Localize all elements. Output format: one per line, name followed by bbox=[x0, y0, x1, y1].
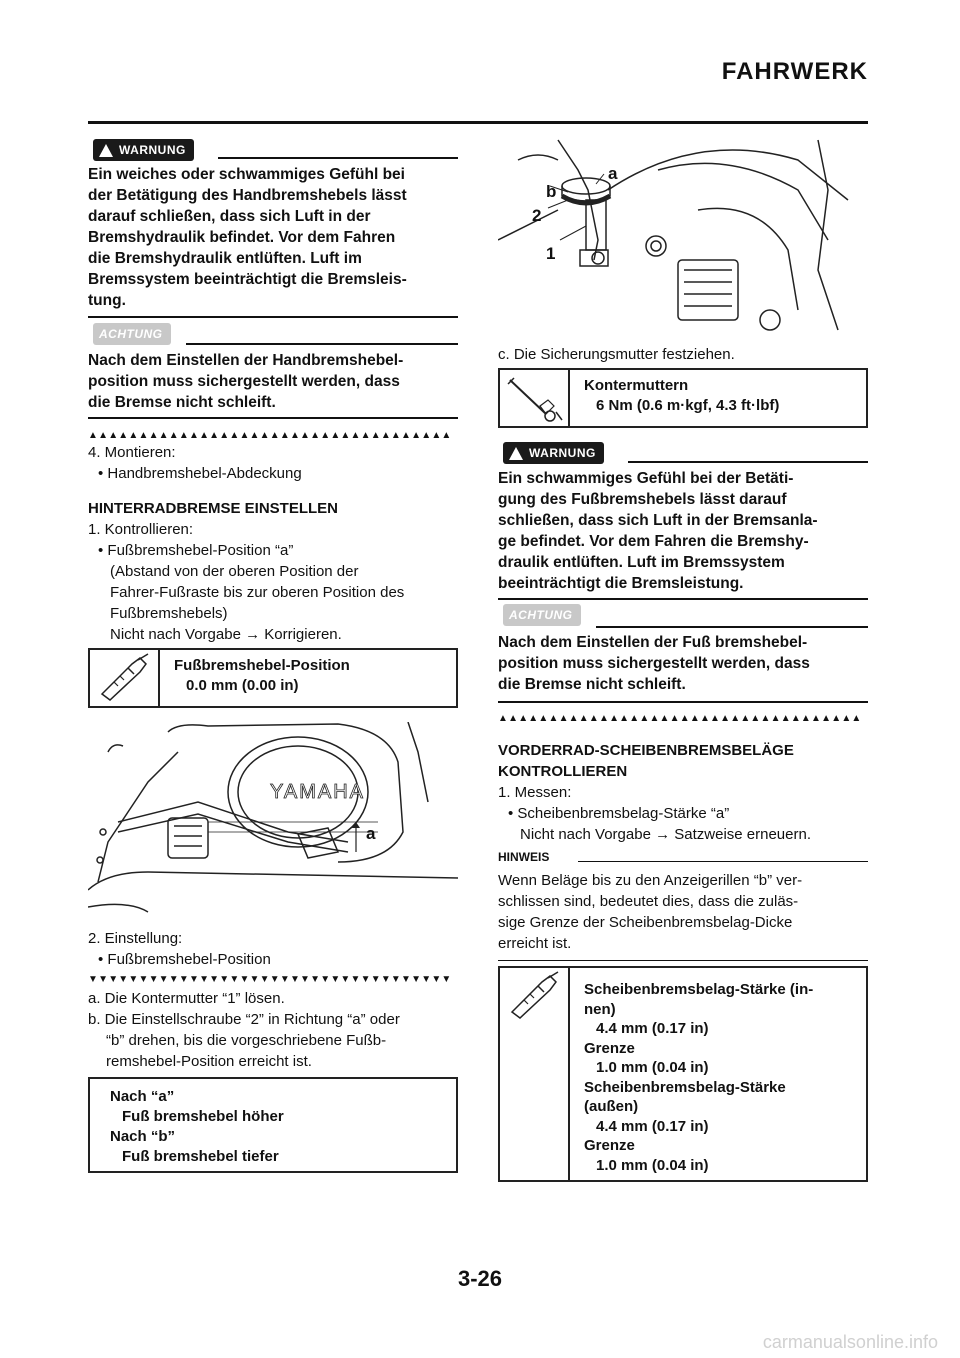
warning-text-2: Ein schwammiges Gefühl bei der Betäti- gung des Fußbremshebels lässt darauf schließen, dass sich Luft in der Bremsanla- ge befindet. Vor dem Fahren die Bremshy- draulik entlüften. Luft im Bremssystem beeinträchtigt die Bremsleistung. bbox=[498, 470, 818, 592]
warning-label-rule-2 bbox=[628, 461, 868, 463]
direction-info-box bbox=[88, 1077, 458, 1173]
callout-b-fig2: b bbox=[546, 182, 557, 201]
substeps: a. Die Kontermutter “1” lösen. b. Die Einstellschraube “2” in Richtung “a” oder “b” drehen, bis die vorgeschriebene Fußb- remshebel-Position erreicht ist. bbox=[88, 990, 400, 1070]
callout-2-fig2: 2 bbox=[532, 206, 542, 225]
hinweis-rule bbox=[578, 861, 868, 862]
warning-end-rule-2 bbox=[498, 598, 868, 600]
wrench-caliper-icon bbox=[90, 650, 160, 706]
torque-spec-content: Kontermuttern 6 Nm (0.6 m·kgf, 4.3 ft·lbf) bbox=[584, 377, 780, 414]
warning-label: WARNUNG bbox=[93, 140, 194, 160]
torque-wrench-icon bbox=[500, 370, 570, 426]
hinweis-text: Wenn Beläge bis zu den Anzeigerillen “b” ver- schlissen sind, bedeutet dies, dass die zuläs- sige Grenze der Scheibenbremsbelag-Dicke erreicht ist. bbox=[498, 872, 803, 952]
page-header-title: FAHRWERK bbox=[721, 58, 868, 85]
spec-box-pedal-position bbox=[88, 648, 458, 708]
caution-label: ACHTUNG bbox=[93, 324, 171, 344]
caution-text: Nach dem Einstellen der Handbremshebel- position muss sichergestellt werden, dass die Bremse nicht schleift. bbox=[88, 352, 404, 411]
hinweis-end-rule bbox=[498, 960, 868, 961]
warning-text: Ein weiches oder schwammiges Gefühl bei der Betätigung des Handbremshebels lässt darauf schließen, dass sich Luft in der Bremshydraulik befindet. Vor dem Fahren die Bremshydraulik entlüften. Luft im Bremssystem beeinträchtigt die Bremsleis- tung. bbox=[88, 166, 407, 309]
step-1-measure: 1. Messen: • Scheibenbremsbelag-Stärke “a” Nicht nach Vorgabe → Satzweise erneuern. bbox=[498, 784, 811, 843]
callout-1-fig2: 1 bbox=[546, 244, 556, 263]
step-2: 2. Einstellung: • Fußbremshebel-Position bbox=[88, 930, 271, 968]
triangle-separator-down: ▼▼▼▼▼▼▼▼▼▼▼▼▼▼▼▼▼▼▼▼▼▼▼▼▼▼▼▼▼▼▼▼▼▼▼▼ bbox=[88, 974, 452, 985]
wrench-caliper-icon bbox=[500, 968, 570, 1180]
caution-text-2: Nach dem Einstellen der Fuß bremshebel- position muss sichergestellt werden, dass die Bremse nicht schleift. bbox=[498, 634, 810, 693]
caution-label-rule-2 bbox=[596, 626, 868, 628]
caution-end-rule bbox=[88, 417, 458, 419]
spec-content: Fußbremshebel-Position 0.0 mm (0.00 in) bbox=[174, 657, 350, 694]
section-title-front-pads: VORDERRAD-SCHEIBENBREMSBELÄGE KONTROLLIEREN bbox=[498, 742, 794, 780]
header-rule bbox=[88, 121, 868, 124]
step-c: c. Die Sicherungsmutter festziehen. bbox=[498, 346, 735, 363]
hinweis-label: HINWEIS bbox=[498, 850, 550, 864]
spec-box-torque bbox=[498, 368, 868, 428]
triangle-separator-up-2: ▲▲▲▲▲▲▲▲▲▲▲▲▲▲▲▲▲▲▲▲▲▲▲▲▲▲▲▲▲▲▲▲▲▲▲▲ bbox=[498, 713, 862, 724]
caution-end-rule-2 bbox=[498, 701, 868, 703]
triangle-separator-up: ▲▲▲▲▲▲▲▲▲▲▲▲▲▲▲▲▲▲▲▲▲▲▲▲▲▲▲▲▲▲▲▲▲▲▲▲ bbox=[88, 430, 452, 441]
caution-label-2: ACHTUNG bbox=[503, 605, 581, 625]
callout-a: a bbox=[366, 824, 376, 843]
adjuster-figure bbox=[498, 130, 868, 342]
warning-end-rule bbox=[88, 316, 458, 318]
svg-text:YAMAHA: YAMAHA bbox=[270, 781, 365, 803]
warning-label-rule bbox=[218, 157, 458, 159]
warning-triangle-icon bbox=[509, 447, 523, 460]
callout-a-fig2: a bbox=[608, 164, 618, 183]
brake-pedal-figure bbox=[88, 722, 458, 922]
step-4: 4. Montieren: • Handbremshebel-Abdeckung bbox=[88, 444, 302, 482]
page-number: 3-26 bbox=[457, 1266, 503, 1291]
pad-spec-content: Scheibenbremsbelag-Stärke (in- nen) 4.4 mm (0.17 in) Grenze 1.0 mm (0.04 in) Scheibenbremsbelag-Stärke (außen) 4.4 mm (0.17 in) Grenze 1.0 mm (0.04 in) bbox=[584, 981, 814, 1174]
warning-label-2: WARNUNG bbox=[503, 443, 604, 463]
warning-triangle-icon bbox=[99, 144, 113, 157]
spec-box-pad-thickness bbox=[498, 966, 868, 1182]
section-title-rear-brake: HINTERRADBREMSE EINSTELLEN bbox=[88, 500, 339, 517]
step-1-check: 1. Kontrollieren: • Fußbremshebel-Position “a” (Abstand von der oberen Position der Fahrer-Fußraste bis zur oberen Position des Fußbremshebels) Nicht nach Vorgabe → Korrigieren. bbox=[88, 521, 405, 643]
watermark: carmanualsonline.info bbox=[762, 1332, 938, 1352]
direction-info-content: Nach “a” Fuß bremshebel höher Nach “b” Fuß bremshebel tiefer bbox=[110, 1088, 284, 1165]
caution-label-rule bbox=[186, 343, 458, 345]
